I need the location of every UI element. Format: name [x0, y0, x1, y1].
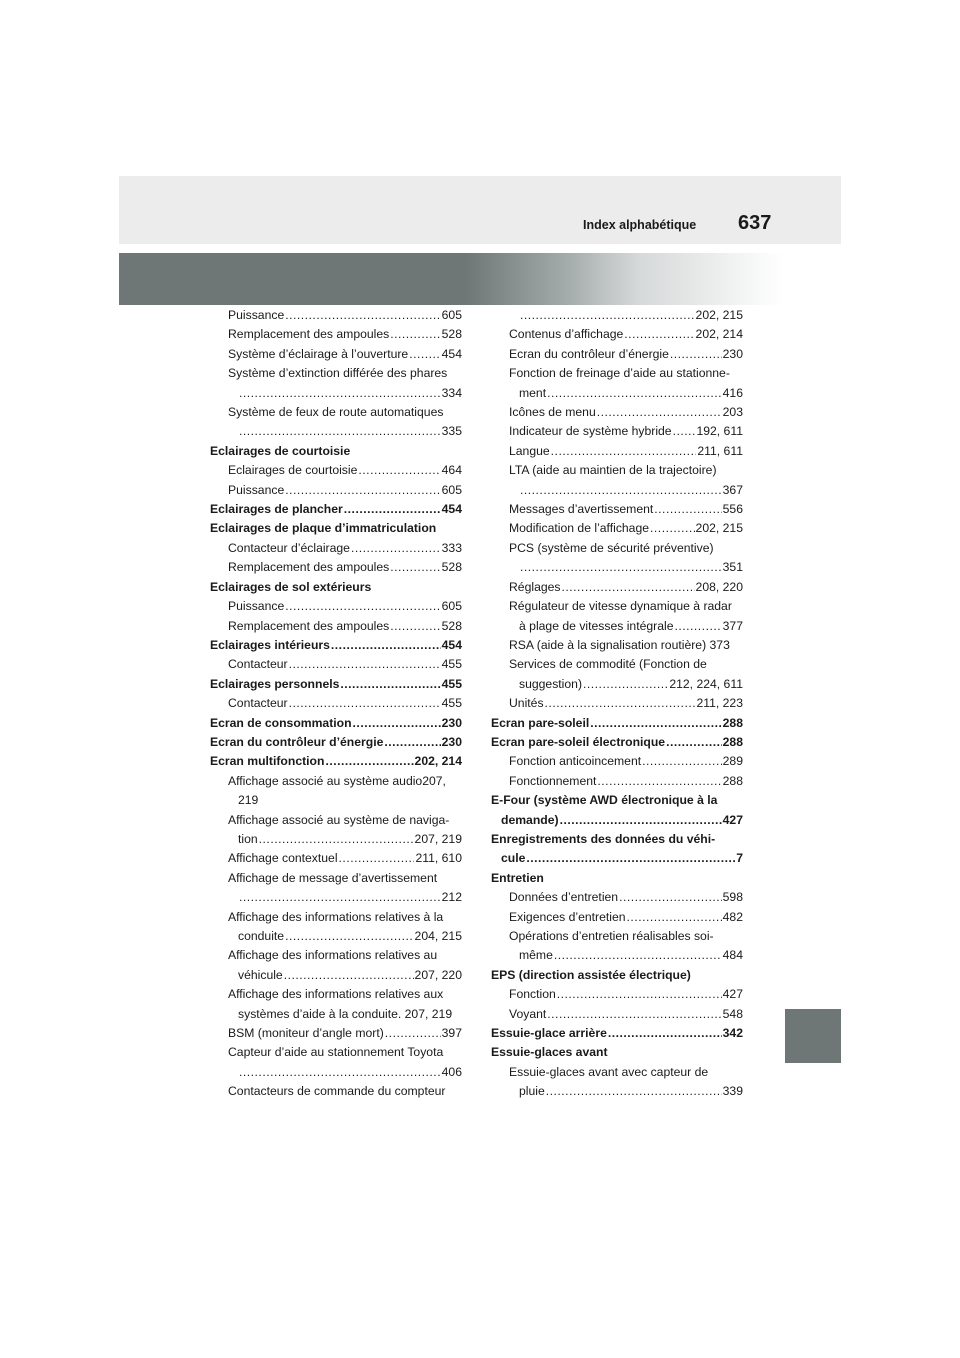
- entry-text: suggestion): [519, 676, 583, 691]
- page-reference: 416: [722, 385, 743, 400]
- entry-text: Remplacement des ampoules: [228, 618, 390, 633]
- entry-text: Eclairages de plancher: [210, 502, 343, 517]
- page-reference: 367: [722, 482, 743, 497]
- entry-text: Essuie-glaces avant avec capteur de: [509, 1064, 709, 1079]
- entry-text: pluie: [519, 1084, 545, 1099]
- entry-text: Affichage des informations relatives au: [228, 948, 438, 963]
- leader-dots: [619, 888, 722, 907]
- page-reference: 208, 220: [695, 579, 743, 594]
- page-reference: 211, 610: [415, 851, 462, 866]
- entry-text: Réglages: [509, 579, 561, 594]
- page-reference: 202, 215: [695, 308, 743, 322]
- index-heading: [210, 442, 462, 461]
- leader-dots: [608, 1024, 722, 1043]
- index-subentry: [491, 422, 743, 441]
- page-reference: 605: [441, 599, 462, 614]
- index-column-left: [210, 306, 462, 1102]
- leader-dots: [560, 811, 722, 830]
- entry-text: Entretien: [491, 870, 544, 885]
- leader-dots: [547, 384, 722, 403]
- header-band: [119, 176, 841, 244]
- index-subentry: [491, 655, 743, 694]
- index-heading: [210, 578, 462, 597]
- page-reference: 335: [441, 424, 462, 439]
- entry-text: Puissance: [228, 482, 285, 497]
- index-subentry: [491, 325, 743, 344]
- index-subentry: [491, 578, 743, 597]
- entry-text: Exigences d’entretien: [509, 909, 626, 924]
- index-heading: [491, 1024, 743, 1043]
- entry-text: Services de commodité (Fonction de: [509, 657, 707, 672]
- leader-dots: [551, 442, 697, 461]
- entry-text: Contenus d’affichage: [509, 327, 624, 342]
- leader-dots: [239, 888, 441, 907]
- entry-text: Affichage des informations relatives à la: [228, 909, 444, 924]
- index-heading: [210, 500, 462, 519]
- index-subentry: [210, 908, 462, 947]
- entry-text: Eclairages de plaque d’immatriculation: [210, 521, 437, 536]
- page-reference: 230: [441, 715, 462, 730]
- entry-text: Eclairages de courtoisie: [228, 463, 358, 478]
- page-reference: 455: [441, 657, 462, 672]
- entry-text: Affichage associé au système de naviga-: [228, 812, 450, 827]
- index-heading: [491, 733, 743, 752]
- leader-dots: [554, 946, 722, 965]
- page-reference: 484: [722, 948, 743, 963]
- page-reference: 7: [736, 851, 743, 866]
- leader-dots: [520, 558, 722, 577]
- index-subentry: [210, 539, 462, 558]
- page-reference: 207, 219: [414, 831, 462, 846]
- entry-text: Eclairages intérieurs: [210, 637, 330, 652]
- leader-dots: [670, 345, 722, 364]
- index-subentry: [210, 869, 462, 908]
- index-subentry: [491, 694, 743, 713]
- index-subentry: [491, 539, 743, 578]
- page-reference: 598: [722, 890, 743, 905]
- leader-dots: [285, 306, 440, 325]
- leader-dots: [340, 675, 440, 694]
- index-subentry: [491, 888, 743, 907]
- entry-text: Ecran de consommation: [210, 715, 352, 730]
- page-reference: 454: [441, 502, 462, 517]
- index-subentry: [491, 636, 743, 655]
- leader-dots: [557, 985, 722, 1004]
- leader-dots: [239, 422, 441, 441]
- leader-dots: [239, 1063, 441, 1082]
- page-reference: 556: [722, 502, 743, 517]
- index-subentry: [210, 345, 462, 364]
- page-reference: 427: [722, 812, 743, 827]
- index-subentry: [210, 849, 462, 868]
- index-subentry: [210, 481, 462, 500]
- page-reference: 230: [722, 346, 743, 361]
- index-subentry: [491, 927, 743, 966]
- leader-dots: [339, 849, 415, 868]
- index-heading: [210, 519, 462, 538]
- page-reference: 351: [722, 560, 743, 575]
- page-reference: 212: [441, 890, 462, 905]
- leader-dots: [650, 519, 695, 538]
- entry-text: Modification de l’affichage: [509, 521, 650, 536]
- page-reference: 605: [441, 308, 462, 322]
- index-subentry: [210, 597, 462, 616]
- index-subentry: [491, 461, 743, 500]
- page-reference: 342: [722, 1026, 743, 1041]
- leader-dots: [289, 655, 441, 674]
- entry-text: ment: [519, 385, 547, 400]
- leader-dots: [285, 927, 413, 946]
- index-subentry: [210, 461, 462, 480]
- leader-dots: [520, 481, 722, 500]
- entry-text: Ecran du contrôleur d’énergie: [509, 346, 669, 361]
- page-reference: 605: [441, 482, 462, 497]
- index-heading: [491, 791, 743, 830]
- entry-text: Eclairages de sol extérieurs: [210, 579, 372, 594]
- page-reference: 288: [722, 773, 743, 788]
- index-subentry: [491, 403, 743, 422]
- index-subentry: [210, 694, 462, 713]
- page-reference: 464: [441, 463, 462, 478]
- entry-text: Fonction de freinage d’aide au stationne-: [509, 366, 730, 381]
- index-heading: [491, 830, 743, 869]
- leader-dots: [546, 1082, 722, 1101]
- entry-text: Contacteurs de commande du compteur: [228, 1084, 446, 1099]
- entry-text: LTA (aide au maintien de la trajectoire): [509, 463, 717, 478]
- index-subentry: [491, 519, 743, 538]
- leader-dots: [583, 675, 668, 694]
- entry-text: Contacteur d’éclairage: [228, 540, 350, 555]
- entry-text: Affichage des informations relatives aux: [228, 987, 444, 1002]
- leader-dots: [673, 422, 696, 441]
- index-subentry: [491, 1005, 743, 1024]
- entry-text: véhicule: [238, 967, 283, 982]
- entry-text: Contacteur: [228, 696, 288, 711]
- entry-text: Puissance: [228, 308, 285, 322]
- page-reference: 528: [441, 618, 462, 633]
- entry-text: Unités: [509, 696, 544, 711]
- entry-text: Système de feux de route automatiques: [228, 405, 444, 420]
- page-reference: 397: [441, 1026, 462, 1041]
- entry-text: RSA (aide à la signalisation routière) 373: [509, 637, 730, 652]
- index-heading: [210, 714, 462, 733]
- index-subentry: [210, 306, 462, 325]
- entry-text: Opérations d’entretien réalisables soi-: [509, 929, 714, 943]
- leader-dots: [390, 558, 440, 577]
- entry-text: Système d’éclairage à l’ouverture: [228, 346, 409, 361]
- index-subentry: [210, 811, 462, 850]
- page-reference: 528: [441, 560, 462, 575]
- leader-dots: [259, 830, 414, 849]
- page-reference: 211, 223: [696, 696, 743, 711]
- page-reference: 288: [722, 715, 743, 730]
- entry-text: même: [519, 948, 553, 963]
- entry-text: EPS (direction assistée électrique): [491, 967, 691, 982]
- page-title: Index alphabétique: [583, 218, 697, 232]
- entry-text: Remplacement des ampoules: [228, 327, 390, 342]
- leader-dots: [390, 617, 440, 636]
- entry-text: Icônes de menu: [509, 405, 596, 420]
- entry-text: Eclairages personnels: [210, 676, 340, 691]
- entry-text: 219: [238, 793, 259, 808]
- page-reference: 454: [441, 637, 462, 652]
- entry-text: Système d’extinction différée des phares: [228, 366, 448, 381]
- index-subentry: [491, 364, 743, 403]
- leader-dots: [597, 772, 721, 791]
- page-number: 637: [738, 212, 772, 234]
- leader-dots: [627, 908, 722, 927]
- entry-text: Affichage contextuel: [228, 851, 338, 866]
- index-subentry: [491, 1063, 743, 1102]
- leader-dots: [520, 306, 695, 325]
- leader-dots: [344, 500, 441, 519]
- page-reference: 211, 611: [697, 443, 743, 458]
- entry-text: Essuie-glaces avant: [491, 1045, 608, 1060]
- leader-dots: [547, 1005, 721, 1024]
- page-reference: 202, 214: [695, 327, 743, 342]
- entry-text: Enregistrements des données du véhi-: [491, 831, 716, 846]
- leader-dots: [384, 733, 440, 752]
- entry-text: cule: [501, 851, 526, 866]
- leader-dots: [385, 1024, 441, 1043]
- entry-text: Capteur d’aide au stationnement Toyota: [228, 1045, 444, 1060]
- entry-text: demande): [501, 812, 559, 827]
- entry-text: Remplacement des ampoules: [228, 560, 390, 575]
- page-reference: 377: [722, 618, 743, 633]
- page-reference: 455: [441, 676, 462, 691]
- entry-text: à plage de vitesses intégrale: [519, 618, 674, 633]
- page-reference: 339: [722, 1084, 743, 1099]
- entry-text: BSM (moniteur d’angle mort): [228, 1026, 384, 1041]
- index-subentry: [210, 772, 462, 811]
- page-reference: 204, 215: [414, 929, 462, 943]
- index-subentry: [491, 442, 743, 461]
- index-subentry: [491, 772, 743, 791]
- page-reference: 207, 220: [414, 967, 462, 982]
- entry-text: PCS (système de sécurité préventive): [509, 540, 714, 555]
- page-reference: 454: [441, 346, 462, 361]
- index-subentry: [210, 1024, 462, 1043]
- entry-text: Puissance: [228, 599, 285, 614]
- entry-text: Affichage de message d’avertissement: [228, 870, 438, 885]
- thumb-index-tab: [785, 1009, 841, 1063]
- leader-dots: [409, 345, 440, 364]
- leader-dots: [289, 694, 441, 713]
- page-reference: 528: [441, 327, 462, 342]
- leader-dots: [597, 403, 722, 422]
- entry-text: Ecran pare-soleil électronique: [491, 734, 666, 749]
- entry-text: Ecran du contrôleur d’énergie: [210, 734, 384, 749]
- page-reference: 455: [441, 696, 462, 711]
- section-banner: [119, 253, 841, 305]
- index-heading: [491, 869, 743, 888]
- entry-text: Langue: [509, 443, 550, 458]
- leader-dots: [545, 694, 696, 713]
- page-reference: 289: [722, 754, 743, 769]
- page-reference: 203: [722, 405, 743, 420]
- leader-dots: [284, 966, 414, 985]
- index-subentry: [210, 1082, 462, 1101]
- leader-dots: [285, 481, 440, 500]
- leader-dots: [642, 752, 722, 771]
- entry-text: Messages d’avertissement: [509, 502, 654, 517]
- page-reference: 333: [441, 540, 462, 555]
- leader-dots: [353, 714, 441, 733]
- page-reference: 202, 214: [414, 754, 462, 769]
- leader-dots: [325, 752, 413, 771]
- entry-text: Fonctionnement: [509, 773, 597, 788]
- entry-text: Fonction anticoincement: [509, 754, 642, 769]
- leader-dots: [666, 733, 722, 752]
- page-reference: 288: [722, 734, 743, 749]
- index-column-right: [491, 306, 743, 1102]
- leader-dots: [390, 325, 440, 344]
- page-reference: 482: [722, 909, 743, 924]
- leader-dots: [562, 578, 695, 597]
- entry-text: tion: [238, 831, 258, 846]
- leader-dots: [624, 325, 694, 344]
- entry-text: Régulateur de vitesse dynamique à radar: [509, 599, 732, 614]
- index-heading: [491, 714, 743, 733]
- entry-text: Affichage associé au système audio207,: [228, 773, 446, 788]
- index-subentry: [491, 345, 743, 364]
- leader-dots: [358, 461, 440, 480]
- entry-text: Indicateur de système hybride: [509, 424, 672, 439]
- index-subentry: [210, 1043, 462, 1082]
- leader-dots: [239, 384, 441, 403]
- entry-text: Essuie-glace arrière: [491, 1026, 607, 1041]
- index-subentry: [491, 985, 743, 1004]
- index-subentry: [210, 946, 462, 985]
- index-heading: [210, 636, 462, 655]
- entry-text: Voyant: [509, 1006, 547, 1021]
- entry-text: systèmes d’aide à la conduite. 207, 219: [238, 1006, 453, 1021]
- index-heading: [210, 733, 462, 752]
- index-subentry: [491, 500, 743, 519]
- entry-text: Données d’entretien: [509, 890, 619, 905]
- page-reference: 230: [441, 734, 462, 749]
- leader-dots: [674, 617, 721, 636]
- leader-dots: [654, 500, 721, 519]
- index-subentry: [491, 597, 743, 636]
- page-reference: 212, 224, 611: [669, 676, 743, 691]
- leader-dots: [285, 597, 440, 616]
- entry-text: Eclairages de courtoisie: [210, 443, 351, 458]
- index-subentry: [491, 908, 743, 927]
- page-reference: 427: [722, 987, 743, 1002]
- index-heading: [491, 966, 743, 985]
- index-subentry: [491, 752, 743, 771]
- page-reference: 548: [722, 1006, 743, 1021]
- entry-text: Ecran multifonction: [210, 754, 325, 769]
- entry-text: conduite: [238, 929, 285, 943]
- leader-dots: [526, 849, 735, 868]
- leader-dots: [351, 539, 441, 558]
- index-subentry: [210, 617, 462, 636]
- index-subentry: [210, 325, 462, 344]
- index-subentry: [210, 403, 462, 442]
- page-reference: 192, 611: [696, 424, 743, 439]
- leader-dots: [590, 714, 721, 733]
- index-heading: [210, 675, 462, 694]
- index-subentry: [491, 306, 743, 325]
- index-subentry: [210, 985, 462, 1024]
- entry-text: Contacteur: [228, 657, 288, 672]
- page-reference: 406: [441, 1064, 462, 1079]
- entry-text: Ecran pare-soleil: [491, 715, 590, 730]
- leader-dots: [331, 636, 441, 655]
- index-heading: [491, 1043, 743, 1062]
- index-heading: [210, 752, 462, 771]
- index-subentry: [210, 655, 462, 674]
- entry-text: Fonction: [509, 987, 556, 1002]
- index-subentry: [210, 364, 462, 403]
- entry-text: E-Four (système AWD électronique à la: [491, 793, 718, 808]
- page-reference: 334: [441, 385, 462, 400]
- index-subentry: [210, 558, 462, 577]
- page-reference: 202, 215: [695, 521, 743, 536]
